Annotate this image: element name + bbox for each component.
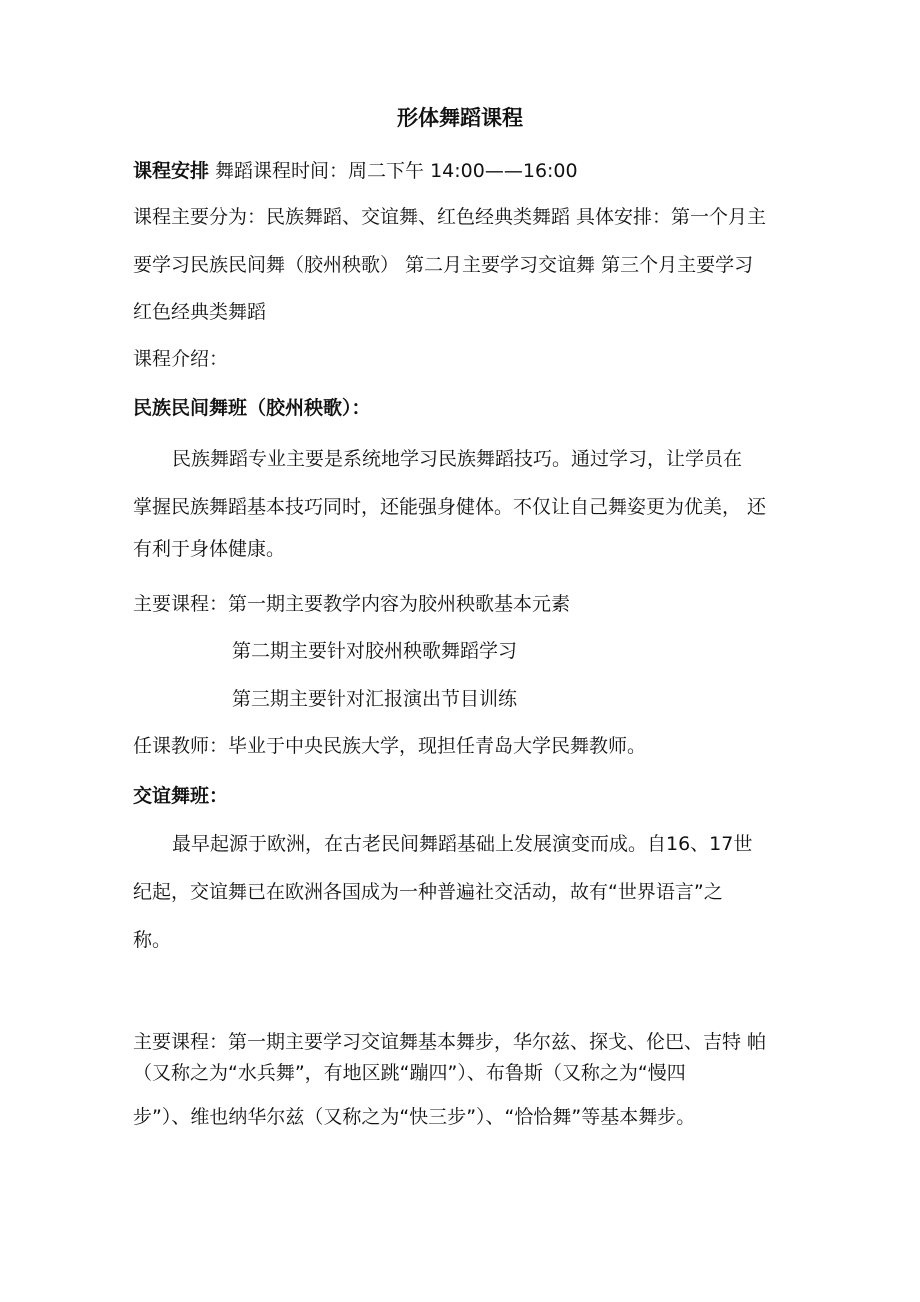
folk-course-line: 主要课程：第一期主要教学内容为胶州秧歌基本元素 xyxy=(133,593,571,615)
ballroom-heading: 交谊舞班： xyxy=(133,785,229,807)
ballroom-desc-line: 称。 xyxy=(133,929,172,951)
overview-line: 要学习民族民间舞（胶州秧歌） 第二月主要学习交谊舞 第三个月主要学习 xyxy=(133,254,754,276)
schedule-line xyxy=(133,160,578,182)
overview-line: 课程主要分为：民族舞蹈、交谊舞、红色经典类舞蹈 具体安排：第一个月主 xyxy=(133,206,767,228)
schedule-label: 课程安排 xyxy=(133,160,210,182)
ballroom-course-line: 主要课程：第一期主要学习交谊舞基本舞步，华尔兹、探戈、伦巴、吉特 帕 xyxy=(133,1031,767,1053)
folk-desc-line: 掌握民族舞蹈基本技巧同时，还能强身健体。不仅让自己舞姿更为优美， 还 xyxy=(133,496,767,518)
overview-line: 红色经典类舞蹈 xyxy=(133,301,267,323)
ballroom-course-line: 步”）、维也纳华尔兹（又称之为“快三步”）、“恰恰舞”等基本舞步。 xyxy=(133,1106,696,1128)
page-title: 形体舞蹈课程 xyxy=(397,106,523,130)
folk-course-line: 第三期主要针对汇报演出节目训练 xyxy=(232,688,518,710)
folk-teacher: 任课教师：毕业于中央民族大学，现担任青岛大学民舞教师。 xyxy=(133,735,647,757)
schedule-text: 舞蹈课程时间：周二下午 14:00——16:00 xyxy=(209,160,578,182)
folk-desc-line: 有利于身体健康。 xyxy=(133,538,286,560)
intro-label: 课程介绍： xyxy=(133,348,229,370)
folk-desc-line: 民族舞蹈专业主要是系统地学习民族舞蹈技巧。通过学习，让学员在 xyxy=(172,448,743,470)
ballroom-desc-line: 纪起，交谊舞已在欧洲各国成为一种普遍社交活动，故有“世界语言”之 xyxy=(133,881,723,903)
ballroom-desc-line: 最早起源于欧洲，在古老民间舞蹈基础上发展演变而成。自16、17世 xyxy=(172,833,753,855)
folk-heading: 民族民间舞班（胶州秧歌）： xyxy=(133,397,371,419)
ballroom-course-line: （又称之为“水兵舞”，有地区跳“蹦四”）、布鲁斯（又称之为“慢四 xyxy=(133,1062,686,1084)
folk-course-line: 第二期主要针对胶州秧歌舞蹈学习 xyxy=(232,640,518,662)
